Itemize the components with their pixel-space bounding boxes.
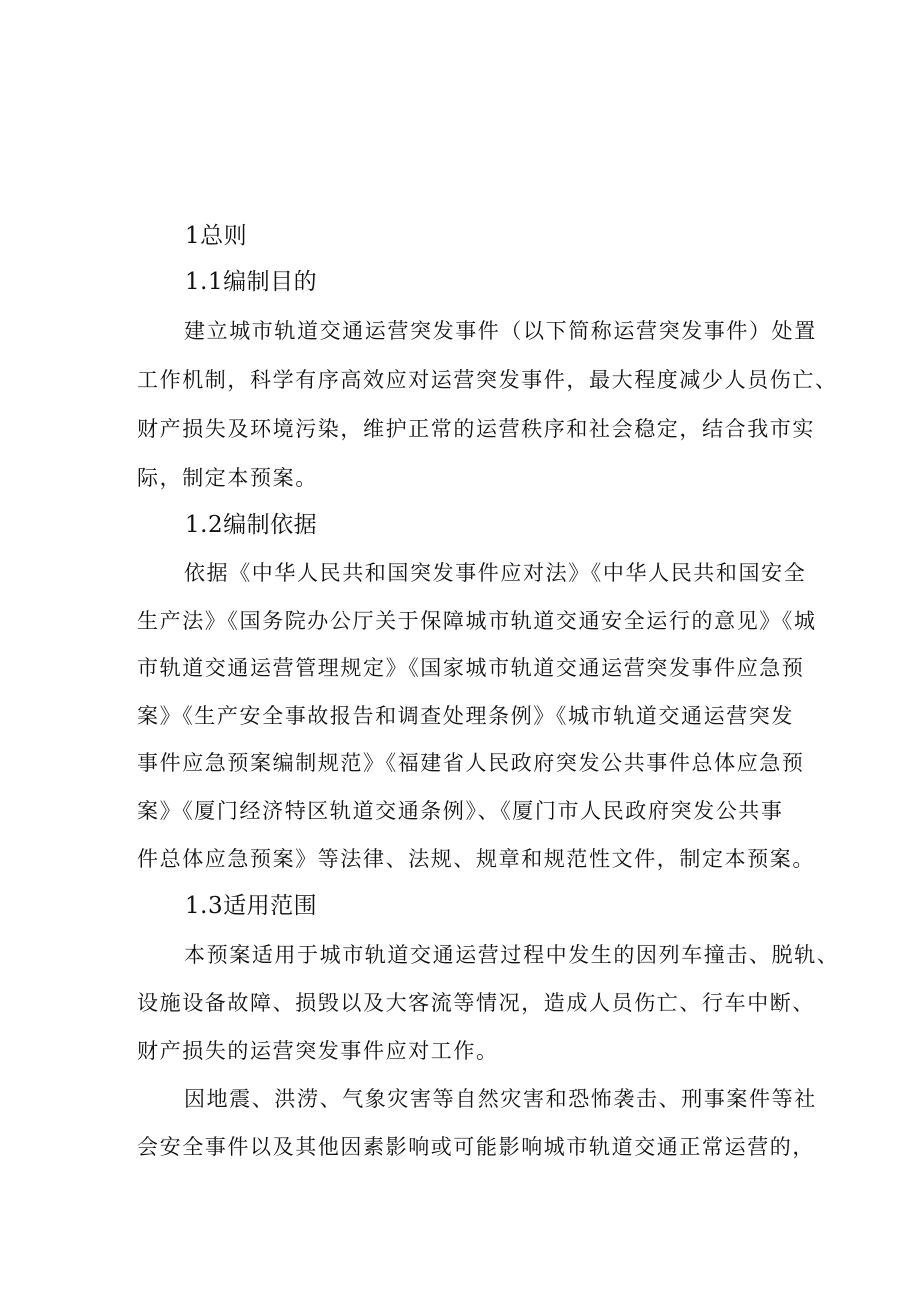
basis-line-7: 件总体应急预案》等法律、法规、规章和规范性文件，制定本预案。 <box>137 847 815 871</box>
scope-line-2: 设施设备故障、损毁以及大客流等情况，造成人员伤亡、行车中断、 <box>137 991 815 1015</box>
purpose-line-4: 际，制定本预案。 <box>137 466 318 490</box>
heading-purpose: 1.1编制目的 <box>185 269 318 295</box>
scope-line-3: 财产损失的运营突发事件应对工作。 <box>137 1039 499 1063</box>
heading-scope: 1.3适用范围 <box>185 893 318 919</box>
basis-line-4: 案》《生产安全事故报告和调查处理条例》《城市轨道交通运营突发 <box>137 704 794 728</box>
scope-line-1: 本预案适用于城市轨道交通运营过程中发生的因列车撞击、脱轨、 <box>184 943 840 967</box>
purpose-line-2: 工作机制，科学有序高效应对运营突发事件，最大程度减少人员伤亡、 <box>137 368 838 392</box>
basis-line-5: 事件应急预案编制规范》《福建省人民政府突发公共事件总体应急预 <box>137 751 805 775</box>
heading-basis: 1.2编制依据 <box>185 512 318 538</box>
purpose-line-1: 建立城市轨道交通运营突发事件（以下简称运营突发事件）处置 <box>184 319 817 343</box>
basis-line-6: 案》《厦门经济特区轨道交通条例》、《厦门市人民政府突发公共事 <box>137 799 784 823</box>
basis-line-3: 市轨道交通运营管理规定》《国家城市轨道交通运营突发事件应急预 <box>137 656 805 680</box>
basis-line-2: 生产法》《国务院办公厅关于保障城市轨道交通安全运行的意见》《城 <box>137 609 817 633</box>
basis-line-1: 依据《中华人民共和国突发事件应对法》《中华人民共和国安全 <box>184 561 807 585</box>
heading-general-principles: 1总则 <box>185 223 248 249</box>
scope-line-4: 因地震、洪涝、气象灾害等自然灾害和恐怖袭击、刑事案件等社 <box>184 1087 817 1111</box>
purpose-line-3: 财产损失及环境污染，维护正常的运营秩序和社会稳定，结合我市实 <box>137 417 815 441</box>
scope-line-5: 会安全事件以及其他因素影响或可能影响城市轨道交通正常运营的， <box>137 1135 815 1159</box>
